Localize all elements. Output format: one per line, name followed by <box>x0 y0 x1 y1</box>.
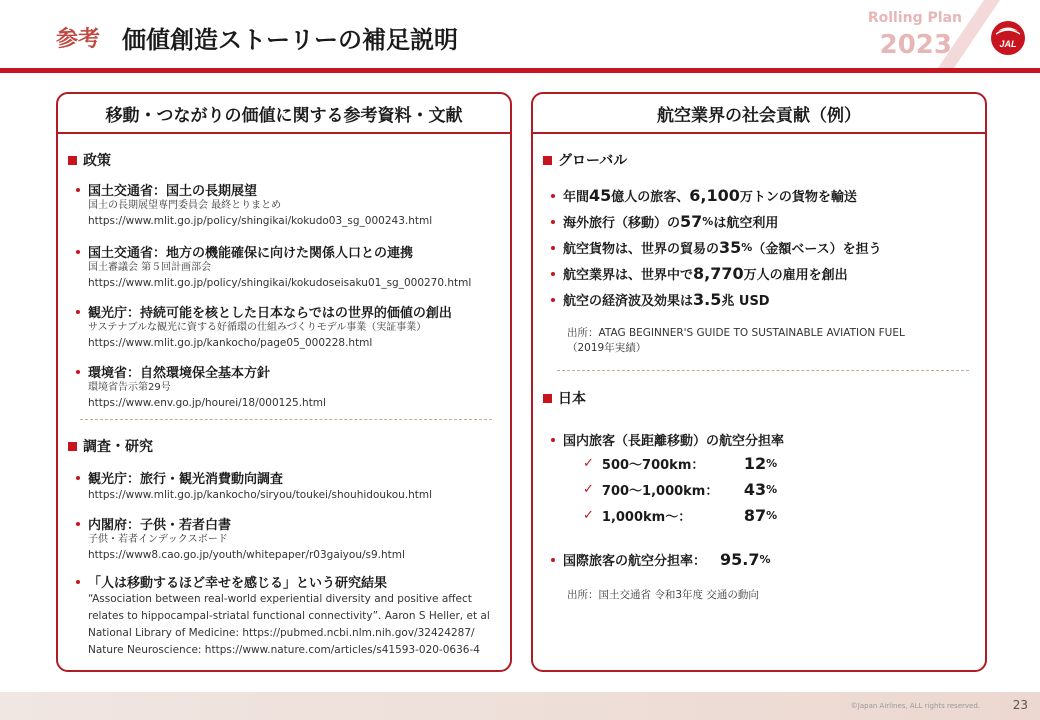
bullet-icon <box>76 188 80 192</box>
global-stat-trade-share: 航空貨物は、世界の貿易の 35 % （金額ベース）を担う <box>551 238 882 257</box>
bullet-icon <box>551 438 555 442</box>
reference-url[interactable]: https://www.mlit.go.jp/kankocho/page05_000228.html <box>88 337 373 349</box>
reference-url[interactable]: https://www.mlit.go.jp/policy/shingikai/kokudoseisaku01_sg_000270.html <box>88 277 472 289</box>
domestic-share-heading: 国内旅客（長距離移動）の航空分担率 <box>551 430 784 449</box>
reference-url[interactable]: https://www.env.go.jp/hourei/18/000125.html <box>88 397 326 409</box>
reference-url[interactable]: https://www.mlit.go.jp/policy/shingikai/kokudo03_sg_000243.html <box>88 215 433 227</box>
section-divider <box>80 419 492 420</box>
study-link-line[interactable]: National Library of Medicine: https://pubmed.ncbi.nlm.nih.gov/32424287/ <box>88 627 475 639</box>
bullet-icon <box>551 194 555 198</box>
policy-reference-item <box>76 302 516 351</box>
international-share: 国際旅客の航空分担率： 95.7 % <box>551 550 771 569</box>
bullet-icon <box>551 558 555 562</box>
rolling-plan-year: 2023 <box>879 30 952 60</box>
square-bullet-icon <box>543 156 552 165</box>
policy-section-label: 政策 <box>83 153 111 169</box>
research-reference-item <box>76 514 516 563</box>
research-reference-item <box>76 468 516 503</box>
bullet-icon <box>76 250 80 254</box>
bullet-icon <box>551 246 555 250</box>
reference-title: 「人は移動するほど幸せを感じる」という研究結果 <box>88 576 388 591</box>
rolling-plan-mark <box>832 0 972 68</box>
header-accent-bar <box>0 68 1040 73</box>
global-section-title <box>543 150 627 170</box>
study-reference-item <box>76 572 516 659</box>
research-section-title <box>68 436 153 456</box>
section-divider <box>557 370 969 371</box>
bullet-icon <box>76 476 80 480</box>
reference-subtitle: 国土審議会 第５回計画部会 <box>88 262 212 273</box>
reference-title: 環境省：自然環境保全基本方針 <box>88 366 271 381</box>
reference-subtitle: 国土の長期展望専門委員会 最終とりまとめ <box>88 200 282 211</box>
study-citation-line: “Association between real-world experiential diversity and positive affect <box>88 593 472 605</box>
checkmark-icon: ✓ <box>583 482 594 497</box>
policy-reference-item <box>76 242 516 291</box>
bullet-icon <box>551 298 555 302</box>
japan-source: 出所：国土交通省 令和3年度 交通の動向 <box>567 589 759 601</box>
references-panel <box>56 92 512 672</box>
references-panel-title: 移動・つながりの価値に関する参考資料・文献 <box>58 94 510 134</box>
reference-title: 国土交通省：地方の機能確保に向けた関係人口との連携 <box>88 246 414 261</box>
square-bullet-icon <box>68 156 77 165</box>
page-number: 23 <box>1012 698 1028 712</box>
policy-reference-item <box>76 362 516 411</box>
reference-subtitle: 環境省告示第29号 <box>88 382 171 393</box>
global-stat-economic-impact: 航空の経済波及効果は 3.5 兆 USD <box>551 290 770 309</box>
reference-title: 国土交通省：国土の長期展望 <box>88 184 258 199</box>
reference-label: 参考 <box>56 27 101 52</box>
page-title: 価値創造ストーリーの補足説明 <box>122 26 458 54</box>
domestic-share-row: ✓ 700〜1,000km： 43 % <box>583 480 778 499</box>
japan-section-title <box>543 388 586 408</box>
jal-logo-text: JAL <box>999 39 1017 49</box>
policy-reference-item <box>76 180 516 229</box>
global-stat-passengers: 年間 45 億人の旅客、 6,100 万トンの貨物を輸送 <box>551 186 857 205</box>
reference-url[interactable]: https://www8.cao.go.jp/youth/whitepaper/r03gaiyou/s9.html <box>88 549 405 561</box>
header <box>0 0 1040 72</box>
bullet-icon <box>76 310 80 314</box>
bullet-icon <box>76 580 80 584</box>
study-citation-line: relates to hippocampal-striatal functional connectivity”. Aaron S Heller, et al <box>88 610 490 622</box>
global-stat-jobs: 航空業界は、世界中で 8,770 万人の雇用を創出 <box>551 264 848 283</box>
bullet-icon <box>551 220 555 224</box>
global-stat-travel-share: 海外旅行（移動）の 57 % は航空利用 <box>551 212 778 231</box>
research-section-label: 調査・研究 <box>83 439 153 455</box>
study-link-line[interactable]: Nature Neuroscience: https://www.nature.com/articles/s41593-020-0636-4 <box>88 644 480 656</box>
global-source: 出所：ATAG BEGINNER'S GUIDE TO SUSTAINABLE AVIATION FUEL （2019年実績） <box>567 327 905 354</box>
reference-url[interactable]: https://www.mlit.go.jp/kankocho/siryou/toukei/shouhidoukou.html <box>88 489 433 501</box>
jal-logo-icon <box>990 20 1026 56</box>
footer <box>0 692 1040 720</box>
reference-subtitle: 子供・若者インデックスボード <box>88 534 228 545</box>
global-section-label: グローバル <box>558 153 628 169</box>
reference-subtitle: サステナブルな観光に資する好循環の仕組みづくりモデル事業（実証事業） <box>88 322 427 333</box>
square-bullet-icon <box>68 442 77 451</box>
checkmark-icon: ✓ <box>583 456 594 471</box>
contribution-panel <box>531 92 987 672</box>
reference-title: 観光庁：旅行・観光消費動向調査 <box>88 472 284 487</box>
checkmark-icon: ✓ <box>583 508 594 523</box>
contribution-panel-title: 航空業界の社会貢献（例） <box>533 94 985 134</box>
rolling-plan-text: Rolling Plan <box>867 10 962 26</box>
bullet-icon <box>76 522 80 526</box>
reference-title: 内閣府：子供・若者白書 <box>88 518 232 533</box>
domestic-share-row: ✓ 500〜700km： 12 % <box>583 454 778 473</box>
copyright: ©Japan Airlines, ALL rights reserved. <box>850 702 980 710</box>
bullet-icon <box>551 272 555 276</box>
reference-title: 観光庁：持続可能を核とした日本ならではの世界的価値の創出 <box>88 306 452 321</box>
square-bullet-icon <box>543 394 552 403</box>
domestic-share-row: ✓ 1,000km〜： 87 % <box>583 506 778 525</box>
japan-section-label: 日本 <box>558 391 586 407</box>
bullet-icon <box>76 370 80 374</box>
policy-section-title <box>68 150 111 170</box>
